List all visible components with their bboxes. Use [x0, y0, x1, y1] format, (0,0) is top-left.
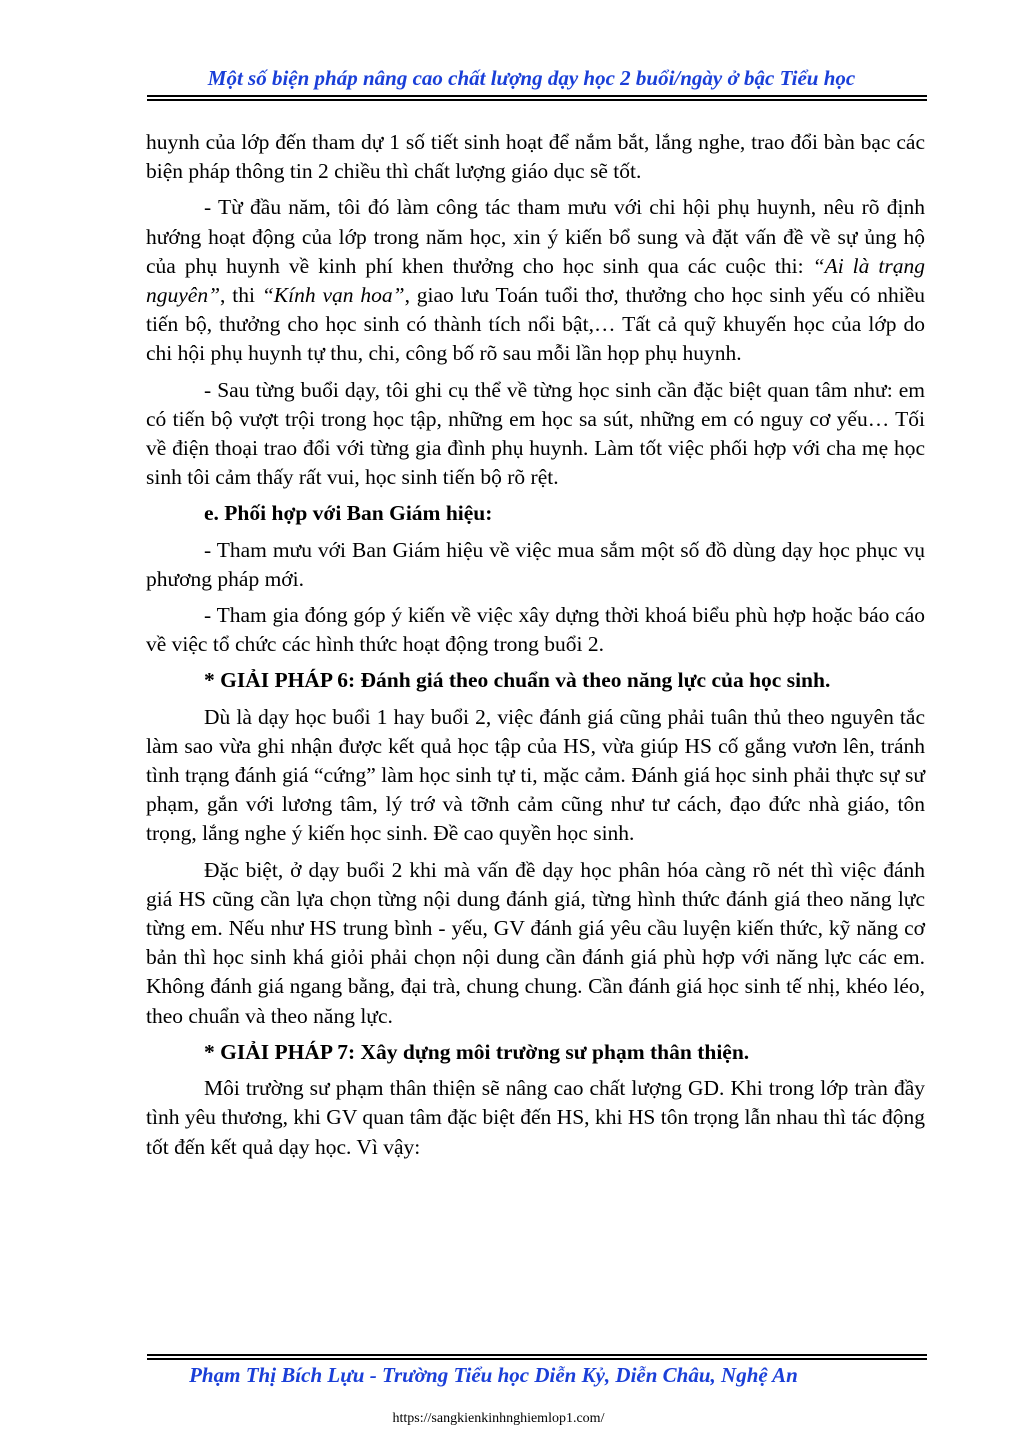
text-run: , giao lưu Toán tuổi thơ, thưởng cho học sinh yếu có nhiều tiến bộ, thưởng cho học sinh có thành tích nổi bật,… Tất cả quỹ khuyến học của lớp do chi hội phụ huynh tự thu, chi, công bố rõ sau mỗi lần họp phụ huynh. [146, 283, 925, 366]
section-heading: e. Phối hợp với Ban Giám hiệu: [204, 501, 493, 526]
paragraph: - Sau từng buổi dạy, tôi ghi cụ thể về từng học sinh cần đặc biệt quan tâm như: em có tiến bộ vượt trội trong học tập, những em học sa sút, những em có nguy cơ yếu… Tối về điện thoại trao đổi với từng gia đình phụ huynh. Làm tốt việc phối hợp với cha mẹ học sinh tôi cảm thấy rất vui, học sinh tiến bộ rõ rệt. [146, 377, 925, 490]
section-heading: * GIẢI PHÁP 6: Đánh giá theo chuẩn và theo năng lực của học sinh. [204, 668, 831, 693]
paragraph: Dù là dạy học buổi 1 hay buổi 2, việc đánh giá cũng phải tuân thủ theo nguyên tắc làm sao vừa ghi nhận được kết quả học tập của HS, vừa giúp HS cố gắng vươn lên, tránh tình trạng đánh giá “cứng” làm học sinh tự ti, mặc cảm. Đánh giá học sinh phải thực sự sư phạm, gắn với lương tâm, lý trớ và tỡnh cảm cũng như tư cách, đạo đức nhà giáo, tôn trọng, lắng nghe ý kiến học sinh. Đề cao quyền học sinh. [146, 704, 925, 846]
source-url[interactable]: https://sangkienkinhnghiemlop1.com/ [392, 1411, 605, 1426]
footer-author: Phạm Thị Bích Lựu - Trường Tiểu học Diễn Kỷ, Diễn Châu, Nghệ An [189, 1363, 798, 1387]
document-body [146, 128, 925, 1169]
paragraph: huynh của lớp đến tham dự 1 số tiết sinh hoạt để nắm bắt, lắng nghe, trao đổi bàn bạc các biện pháp thông tin 2 chiều thì chất lượng giáo dục sẽ tốt. [146, 130, 925, 184]
contest-name-italic: “Kính vạn hoa” [261, 283, 405, 308]
paragraph: Đặc biệt, ở dạy buổi 2 khi mà vấn đề dạy học phân hóa càng rõ nét thì việc đánh giá HS cũng cần lựa chọn từng nội dung đánh giá, từng hình thức đánh giá theo năng lực từng em. Nếu như HS trung bình - yếu, GV đánh giá yêu cầu luyện kiến thức, kỹ năng cơ bản thì học sinh khá giỏi phải chọn nội dung cần đánh giá phù hợp với năng lực các em. Không đánh giá ngang bằng, đại trà, chung chung. Cần đánh giá học sinh tế nhị, khéo léo, theo chuẩn và theo năng lực. [146, 857, 925, 1028]
paragraph [146, 193, 925, 368]
text-run: - Từ đầu năm, tôi đó làm công tác tham mưu với chi hội phụ huynh, nêu rõ định hướng hoạt động của lớp trong năm học, xin ý kiến bổ sung và đặt vấn đề về sự ủng hộ của phụ huynh về kinh phí khen thưởng cho học sinh qua các cuộc thi: [146, 195, 925, 278]
text-run: , thi [220, 283, 262, 308]
section-heading: * GIẢI PHÁP 7: Xây dựng môi trường sư phạm thân thiện. [204, 1039, 750, 1064]
header-title: Một số biện pháp nâng cao chất lượng dạy học 2 buổi/ngày ở bậc Tiểu học [207, 66, 856, 90]
header-rule [147, 95, 927, 97]
paragraph: - Tham gia đóng góp ý kiến về việc xây dựng thời khoá biểu phù hợp hoặc báo cáo về việc tổ chức các hình thức hoạt động trong buổi 2. [146, 603, 925, 657]
contest-name-italic: “Ai là trạng nguyên” [146, 253, 925, 308]
footer-rule-double [147, 1358, 927, 1360]
footer-rule [147, 1354, 927, 1356]
header-rule-double [147, 99, 927, 101]
paragraph: - Tham mưu với Ban Giám hiệu về việc mua sắm một số đồ dùng dạy học phục vụ phương pháp mới. [146, 537, 925, 591]
paragraph: Môi trường sư phạm thân thiện sẽ nâng cao chất lượng GD. Khi trong lớp tràn đầy tình yêu thương, khi GV quan tâm đặc biệt đến HS, khi HS tôn trọng lẫn nhau thì tác động tốt đến kết quả dạy học. Vì vậy: [146, 1076, 925, 1159]
